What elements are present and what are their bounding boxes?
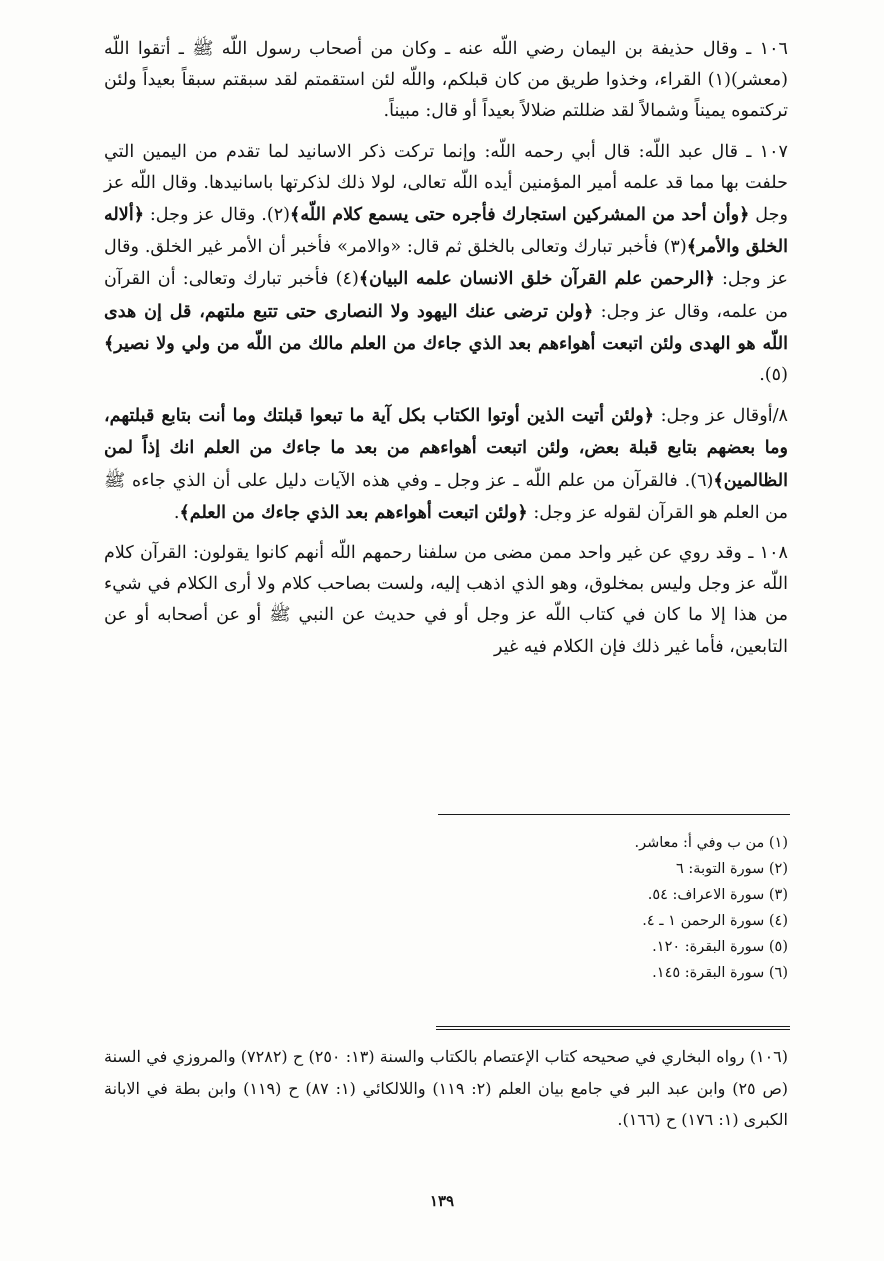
quran-verse: ﴿ولئن اتبعت أهواءهم بعد الذي جاءك من العلم﴾	[179, 501, 528, 523]
reference-separator-top	[436, 1026, 790, 1027]
reference-separator-bottom	[436, 1029, 790, 1030]
quran-verse: ﴿ولن ترضى عنك اليهود ولا النصارى حتى تتبع ملتهم، قل إن هدى اللّه هو الهدى ولئن اتبعت أهواءهم بعد الذي جاءك من العلم مالك من اللّه من ولي ولا نصير﴾	[104, 300, 788, 354]
text-run: (٦). فالقرآن من علم اللّه ـ عز وجل ـ وفي هذه الآيات دليل على أن الذي جاءه ﷺ من العلم هو القرآن لقوله عز وجل:	[104, 470, 788, 523]
paragraph-107	[104, 137, 788, 392]
footnote-separator	[438, 814, 790, 815]
footnote-4: (٤) سورة الرحمن ١ ـ ٤.	[642, 913, 788, 929]
text-run: ١٠٦ ـ وقال حذيفة بن اليمان رضي اللّه عنه ـ وكان من أصحاب رسول اللّه ﷺ ـ أتقوا اللّه (معشر)(١) القراء، وخذوا طريق من كان قبلكم، واللّه لئن استقمتم لقد سبقتم سبقاً بعيداً ولئن تركتموه يميناً وشمالاً لقد ضللتم ضلالاً بعيداً أو قال: مبيناً.	[104, 39, 788, 122]
text-run: (٤) فأخبر تبارك وتعالى: أن القرآن من علمه، وقال عز وجل:	[104, 269, 789, 322]
quran-verse: ﴿ألاله الخلق والأمر﴾	[104, 204, 788, 258]
paragraph-108	[104, 538, 788, 663]
quran-verse: ﴿الرحمن علم القرآن خلق الانسان علمه البيان﴾	[358, 268, 715, 290]
quran-verse: ﴿ولئن أتيت الذين أوتوا الكتاب بكل آية ما تبعوا قبلتك وما أنت بتابع قبلتهم، وما بعضهم بتابع قبلة بعض، ولئن اتبعت أهواءهم من بعد ما جاءك من العلم انك إذاً لمن الظالمين﴾	[104, 405, 788, 491]
text-run: .	[173, 502, 180, 523]
hadith-references: (١٠٦) رواه البخاري في صحيحه كتاب الإعتصام بالكتاب والسنة (١٣: ٢٥٠) ح (٧٢٨٢) والمروزي في السنة (ص ٢٥) وابن عبد البر في جامع بيان العلم (٢: ١١٩) واللالكائي (١: ٨٧) ح (١١٩) وابن بطة في الابانة الكبرى (١: ١٧٦) ح (١٦٦).	[104, 1047, 789, 1130]
footnotes	[428, 830, 788, 986]
footnote-1: (١) من ب وفي أ: معاشر.	[634, 835, 788, 851]
text-run: ١٠٨ ـ وقد روي عن غير واحد ممن مضى من سلفنا رحمهم اللّه أنهم كانوا يقولون: القرآن كلام اللّه عز وجل وليس بمخلوق، وهو الذي اذهب إليه، ولست بصاحب كلام ولا أرى الكلام في شيء من هذا إلا ما كان في كتاب اللّه عز وجل أو في حديث عن النبي ﷺ أو عن أصحابه أو عن التابعين، فأما غير ذلك فإن الكلام فيه غير	[104, 543, 788, 657]
paragraph-108a	[104, 400, 788, 529]
text-run: (٣) فأخبر تبارك وتعالى بالخلق ثم قال: «والامر» فأخبر أن الأمر غير الخلق. وقال عز وجل:	[104, 237, 788, 290]
paragraph-106	[104, 34, 788, 128]
text-run: ٨/أوقال عز وجل:	[654, 406, 788, 427]
footnote-5: (٥) سورة البقرة: ١٢٠.	[652, 939, 788, 955]
footnote-6: (٦) سورة البقرة: ١٤٥.	[652, 965, 788, 981]
text-run: (٥).	[759, 365, 788, 386]
text-run: ١٠٧ ـ قال عبد اللّه: قال أبي رحمه اللّه: وإنما تركت ذكر الاسانيد لما تقدم من اليمين التي حلفت بها مما قد علمه أمير المؤمنين أيده اللّه تعالى، لولا ذلك لذكرتها باسانيدها. وقال اللّه عز وجل	[104, 141, 788, 226]
page-number: ١٣٩	[429, 1192, 455, 1210]
main-text	[104, 34, 788, 663]
footnote-2: (٢) سورة التوبة: ٦	[676, 861, 788, 877]
quran-verse: ﴿وأن أحد من المشركين استجارك فأجره حتى يسمع كلام اللّه﴾	[290, 204, 750, 226]
text-run: (٢). وقال عز وجل:	[144, 205, 291, 226]
footnote-3: (٣) سورة الاعراف: ٥٤.	[647, 887, 788, 903]
